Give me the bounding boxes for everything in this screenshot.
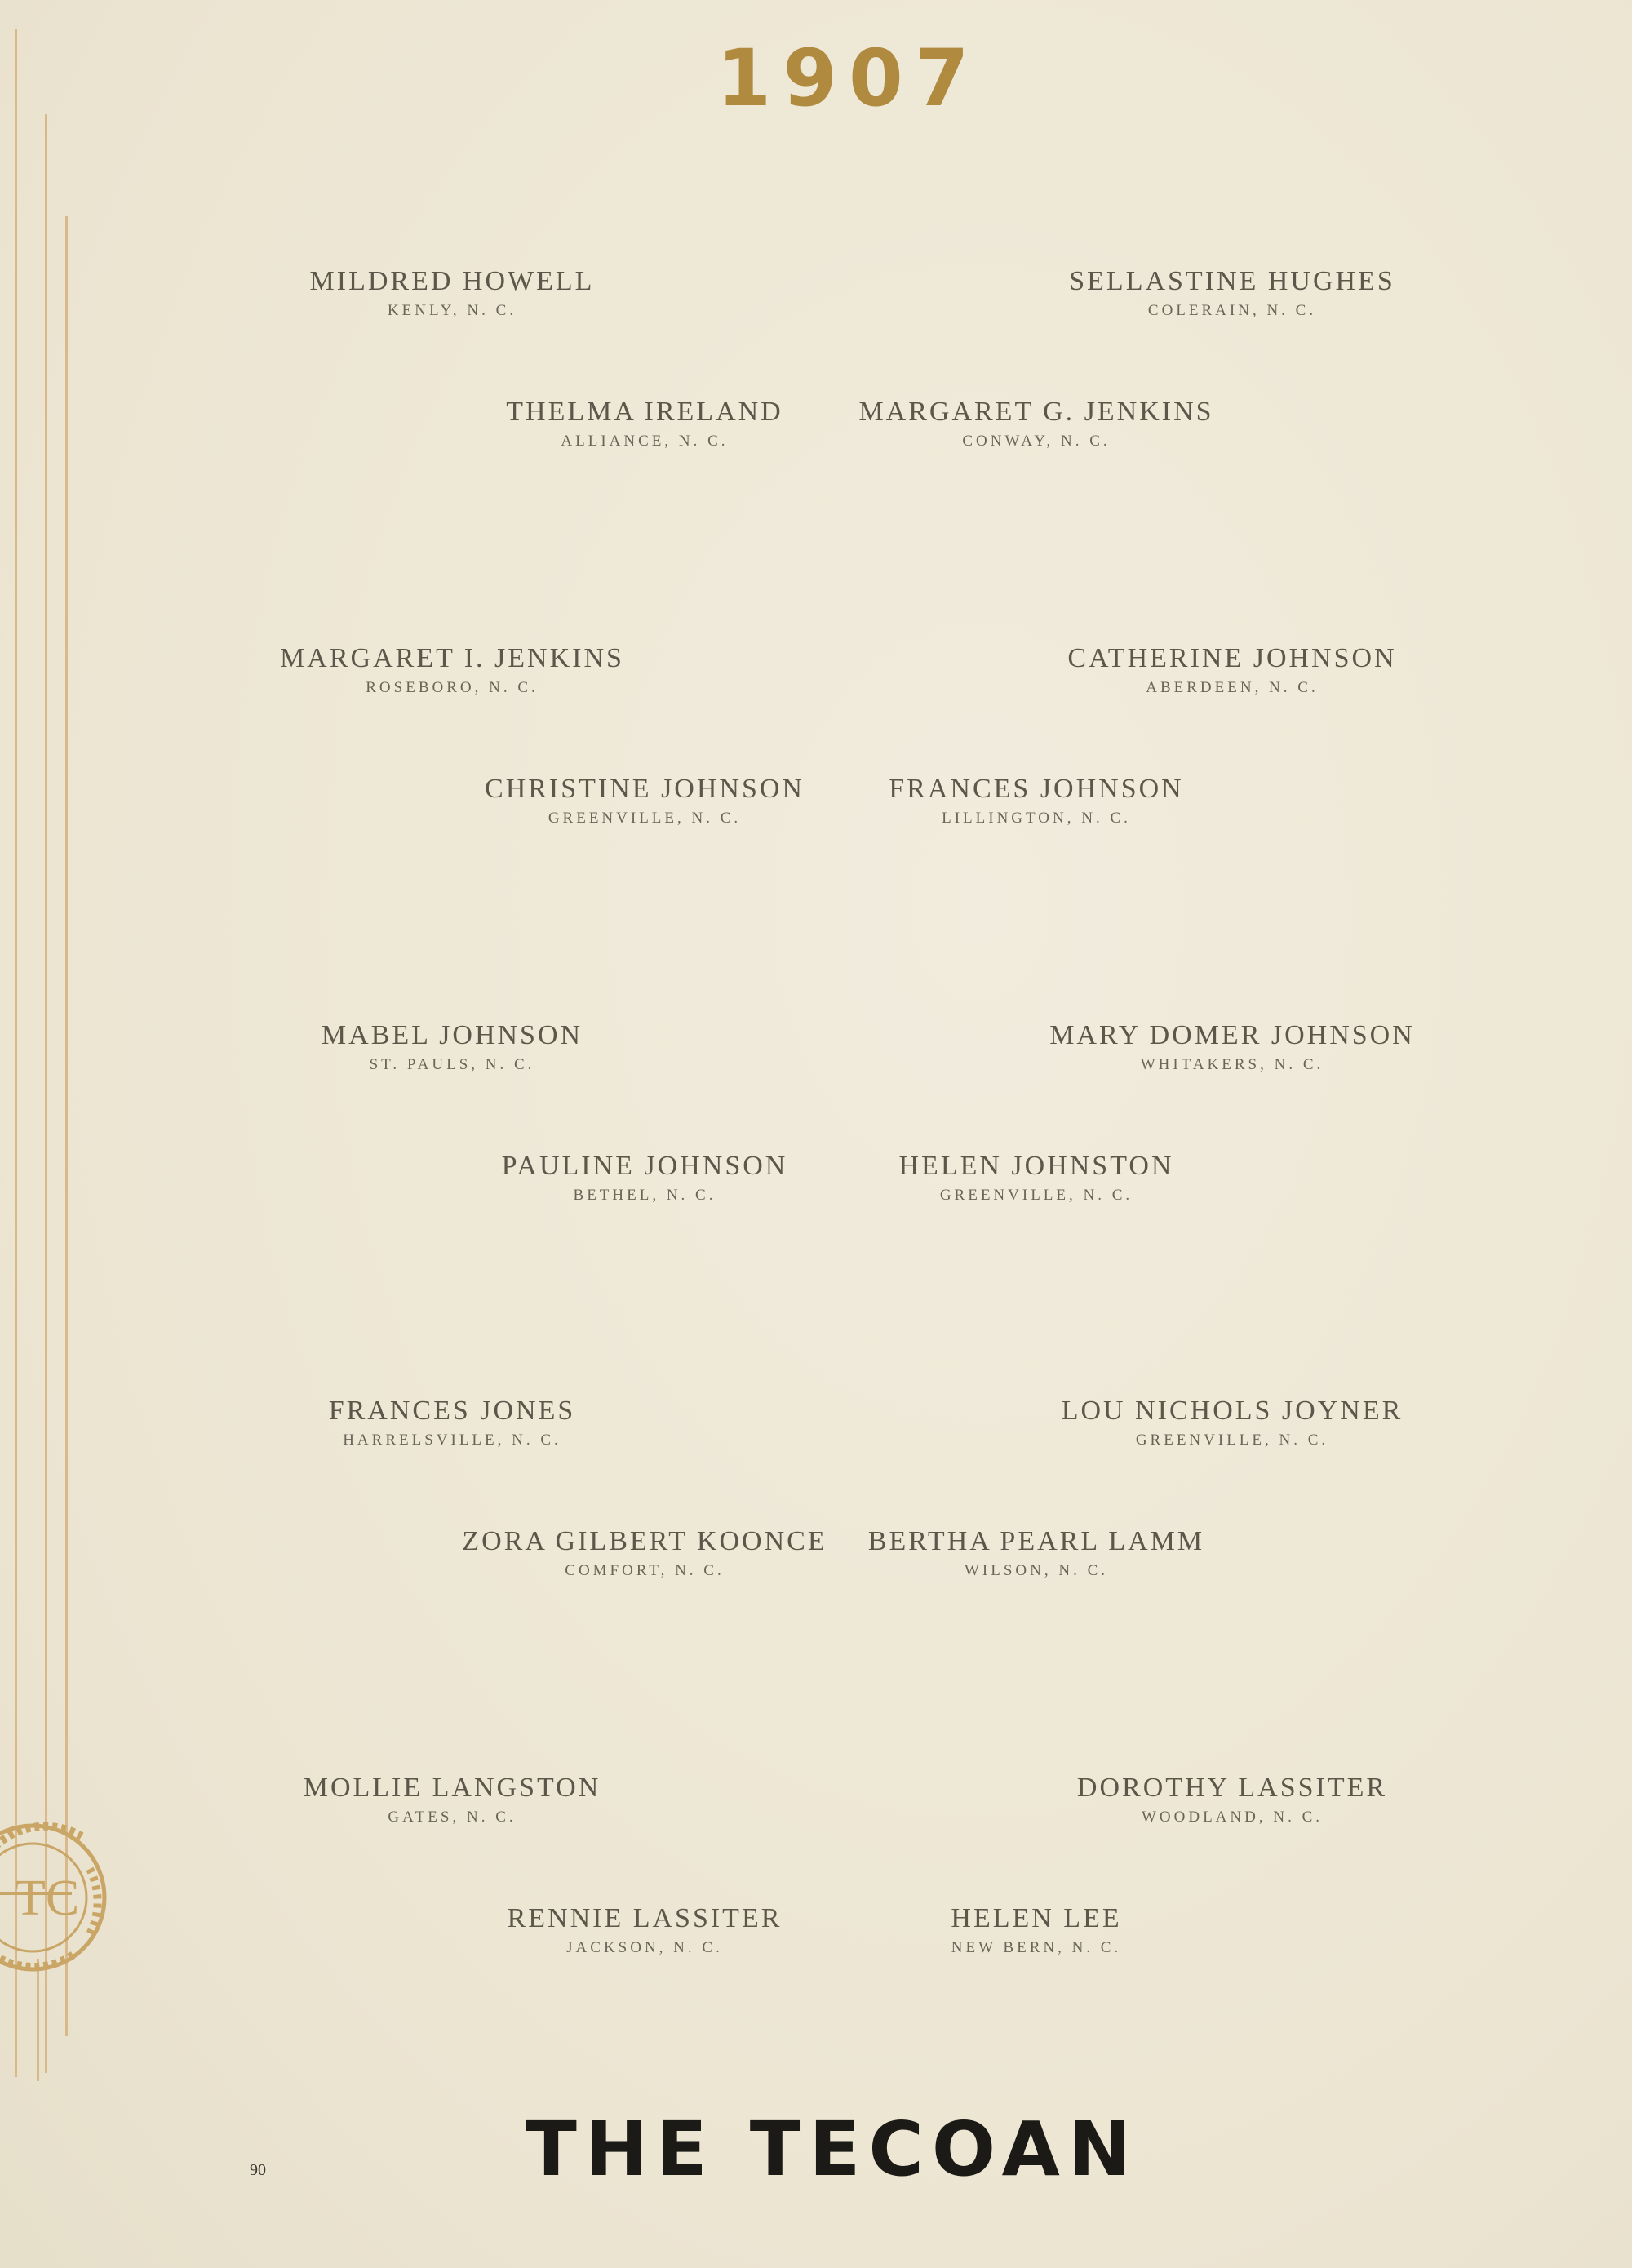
- student-hometown: BETHEL, N. C.: [573, 1187, 716, 1204]
- student-entry: [207, 1773, 697, 1826]
- student-entry: [207, 643, 697, 697]
- student-name: LOU NICHOLS JOYNER: [1061, 1396, 1404, 1426]
- student-entry: [792, 1903, 1281, 1957]
- student-entry: [207, 266, 697, 320]
- student-hometown: HARRELSVILLE, N. C.: [343, 1431, 561, 1449]
- student-name: DOROTHY LASSITER: [1076, 1773, 1388, 1803]
- student-name: FRANCES JOHNSON: [889, 774, 1184, 804]
- student-name: SELLASTINE HUGHES: [1069, 266, 1395, 296]
- student-name: MARGARET I. JENKINS: [280, 643, 624, 673]
- svg-text:TC: TC: [15, 1871, 80, 1926]
- student-name: HELEN LEE: [951, 1903, 1122, 1933]
- student-hometown: ABERDEEN, N. C.: [1146, 679, 1319, 696]
- student-hometown: KENLY, N. C.: [387, 302, 517, 319]
- student-hometown: LILLINGTON, N. C.: [942, 810, 1131, 827]
- student-entry: [987, 1020, 1477, 1074]
- student-hometown: JACKSON, N. C.: [566, 1939, 723, 1956]
- student-entry: [987, 1773, 1477, 1826]
- college-seal-icon: [0, 1812, 131, 1983]
- student-hometown: COLERAIN, N. C.: [1147, 302, 1317, 319]
- yearbook-title: THE TECOAN: [526, 2106, 1139, 2193]
- student-hometown: GREENVILLE, N. C.: [1135, 1431, 1329, 1449]
- student-hometown: ALLIANCE, N. C.: [561, 433, 729, 450]
- student-hometown: COMFORT, N. C.: [565, 1562, 725, 1579]
- student-name: RENNIE LASSITER: [507, 1903, 783, 1933]
- student-entry: [792, 1151, 1281, 1205]
- student-entry: [792, 774, 1281, 828]
- student-name: ZORA GILBERT KOONCE: [462, 1526, 827, 1556]
- student-name: BERTHA PEARL LAMM: [867, 1526, 1205, 1556]
- page-number: 90: [250, 2161, 266, 2179]
- decorative-rule: [45, 114, 47, 2073]
- student-entry: [207, 1020, 697, 1074]
- student-name: CHRISTINE JOHNSON: [485, 774, 805, 804]
- student-name: MARGARET G. JENKINS: [858, 397, 1214, 427]
- student-entry: [792, 397, 1281, 450]
- student-name: THELMA IRELAND: [506, 397, 783, 427]
- student-entry: [987, 1396, 1477, 1449]
- student-name: FRANCES JONES: [328, 1396, 576, 1426]
- student-entry: [792, 1526, 1281, 1580]
- student-name: PAULINE JOHNSON: [501, 1151, 788, 1181]
- student-hometown: GATES, N. C.: [388, 1809, 517, 1826]
- student-name: MARY DOMER JOHNSON: [1049, 1020, 1415, 1050]
- page-year-heading: 1907: [716, 33, 981, 124]
- student-hometown: ST. PAULS, N. C.: [369, 1056, 535, 1073]
- decorative-rule: [15, 29, 17, 2077]
- student-hometown: WILSON, N. C.: [964, 1562, 1109, 1579]
- decorative-rule: [65, 216, 68, 2036]
- student-hometown: GREENVILLE, N. C.: [939, 1187, 1133, 1204]
- student-name: MILDRED HOWELL: [309, 266, 595, 296]
- student-hometown: ROSEBORO, N. C.: [366, 679, 539, 696]
- student-hometown: CONWAY, N. C.: [962, 433, 1111, 450]
- student-name: HELEN JOHNSTON: [898, 1151, 1174, 1181]
- student-hometown: GREENVILLE, N. C.: [548, 810, 742, 827]
- student-hometown: NEW BERN, N. C.: [951, 1939, 1122, 1956]
- student-entry: [987, 643, 1477, 697]
- student-hometown: WOODLAND, N. C.: [1141, 1809, 1323, 1826]
- student-hometown: WHITAKERS, N. C.: [1140, 1056, 1324, 1073]
- student-name: MABEL JOHNSON: [321, 1020, 583, 1050]
- student-name: MOLLIE LANGSTON: [303, 1773, 601, 1803]
- student-entry: [987, 266, 1477, 320]
- student-name: CATHERINE JOHNSON: [1067, 643, 1397, 673]
- student-entry: [207, 1396, 697, 1449]
